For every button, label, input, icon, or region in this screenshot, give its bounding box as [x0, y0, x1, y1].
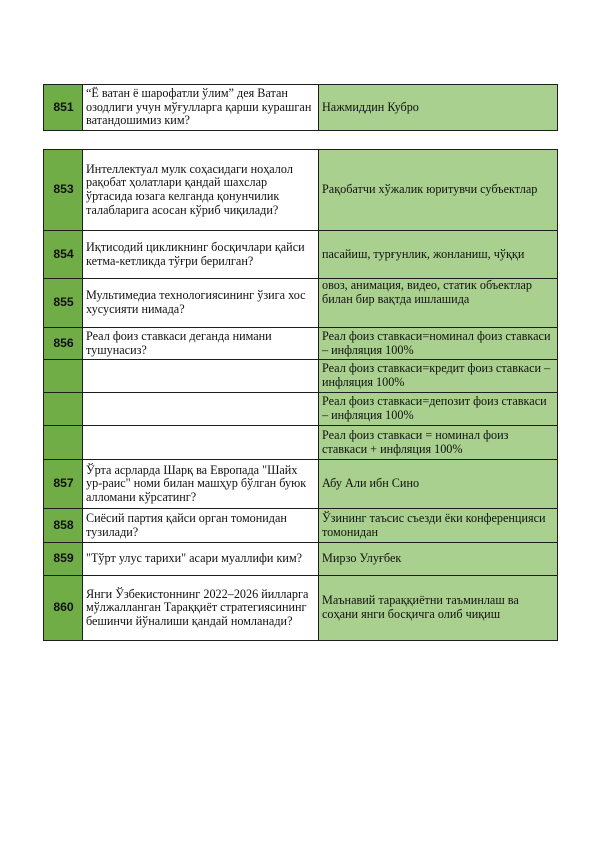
question-text: Сиёсий партия қайси орган томонидан тузилади?: [83, 509, 319, 543]
question-text: Янги Ўзбекистоннинг 2022–2026 йилларга мўлжалланган Тараққиёт стратегиясининг бешинчи йўналиши қандай номланади?: [83, 576, 319, 641]
table-row: [44, 543, 558, 576]
answer-text: овоз, анимация, видео, статик объектлар билан бир вақтда ишлашида: [319, 279, 558, 328]
question-table-top: [43, 84, 558, 131]
question-text: Интеллектуал мулк соҳасидаги ноҳалол рақобат ҳолатлари қандай шахслар ўртасида юзага келганда қонунчилик талабларига асосан кўриб чиқилади?: [83, 150, 319, 231]
question-number: 858: [44, 509, 83, 543]
answer-text: Мирзо Улуғбек: [319, 543, 558, 576]
question-number: [44, 393, 83, 426]
table-row: [44, 328, 558, 360]
answer-text: Ўзининг таъсис съезди ёки конференцияси томонидан: [319, 509, 558, 543]
answer-text: Нажмиддин Кубро: [319, 85, 558, 131]
answer-text: Рақобатчи хўжалик юритувчи субъектлар: [319, 150, 558, 231]
question-text: [83, 393, 319, 426]
table-row: [44, 509, 558, 543]
table-row: [44, 360, 558, 393]
question-text: [83, 426, 319, 460]
table-row: [44, 393, 558, 426]
table-row: [44, 85, 558, 131]
question-number: [44, 360, 83, 393]
answer-text: Реал фоиз ставкаси = номинал фоиз ставкаси + инфляция 100%: [319, 426, 558, 460]
table-row: [44, 231, 558, 279]
answer-text: Реал фоиз ставкаси=кредит фоиз ставкаси – инфляция 100%: [319, 360, 558, 393]
table-row: [44, 576, 558, 641]
question-number: 859: [44, 543, 83, 576]
table-row: [44, 460, 558, 509]
question-text: [83, 360, 319, 393]
table-row: [44, 279, 558, 328]
question-number: 854: [44, 231, 83, 279]
answer-text: Абу Али ибн Сино: [319, 460, 558, 509]
question-number: 857: [44, 460, 83, 509]
question-number: 856: [44, 328, 83, 360]
question-text: Мультимедиа технологиясининг ўзига хос хусусияти нимада?: [83, 279, 319, 328]
question-text: Иқтисодий цикликнинг босқичлари қайси кетма-кетликда тўғри берилган?: [83, 231, 319, 279]
question-text: "Тўрт улус тарихи" асари муаллифи ким?: [83, 543, 319, 576]
question-number: [44, 426, 83, 460]
table-row: [44, 426, 558, 460]
table-row: [44, 150, 558, 231]
answer-text: Реал фоиз ставкаси=номинал фоиз ставкаси – инфляция 100%: [319, 328, 558, 360]
question-text: “Ё ватан ё шарофатли ўлим” дея Ватан озодлиги учун мўғулларга қарши курашган ватандошимиз ким?: [83, 85, 319, 131]
question-number: 860: [44, 576, 83, 641]
question-number: 855: [44, 279, 83, 328]
question-number: 853: [44, 150, 83, 231]
answer-text: пасайиш, турғунлик, жонланиш, чўққи: [319, 231, 558, 279]
answer-text: Маънавий тараққиётни таъминлаш ва соҳани янги босқичга олиб чиқиш: [319, 576, 558, 641]
question-number: 851: [44, 85, 83, 131]
question-text: Ўрта асрларда Шарқ ва Европада "Шайх ур-раис" номи билан машҳур бўлган буюк алломани кўрсатинг?: [83, 460, 319, 509]
question-text: Реал фоиз ставкаси деганда нимани тушунасиз?: [83, 328, 319, 360]
question-table-main: [43, 149, 558, 641]
answer-text: Реал фоиз ставкаси=депозит фоиз ставкаси – инфляция 100%: [319, 393, 558, 426]
